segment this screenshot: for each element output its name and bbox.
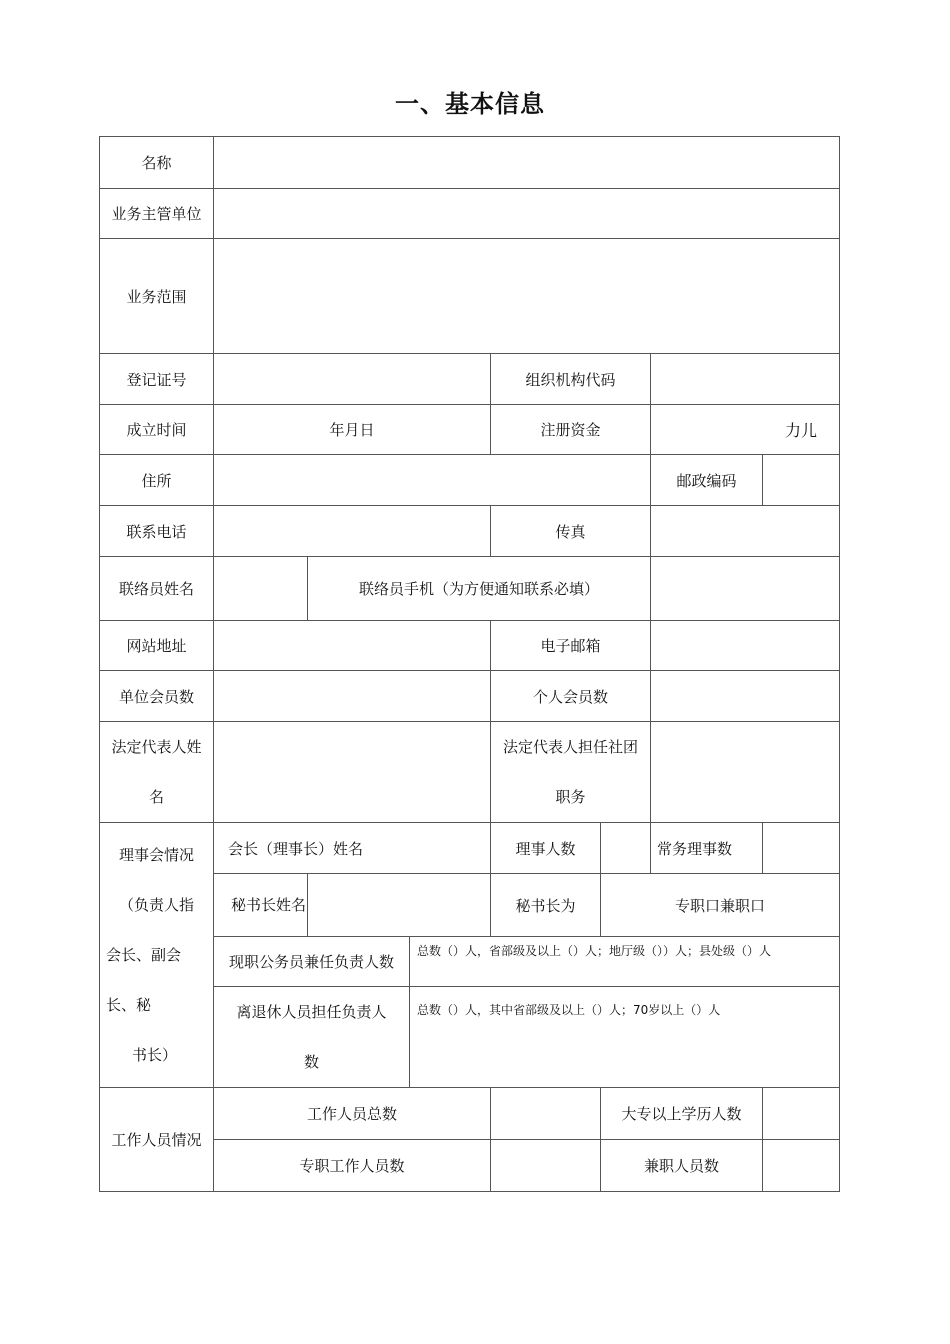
civil-servants-label: 现职公务员兼任负责人数 xyxy=(214,937,410,987)
name-label: 名称 xyxy=(100,137,214,189)
postcode-field[interactable] xyxy=(763,455,840,506)
reg-no-field[interactable] xyxy=(214,354,491,405)
unit-members-label: 单位会员数 xyxy=(100,671,214,722)
fulltime-field[interactable] xyxy=(491,1140,601,1192)
address-label: 住所 xyxy=(100,455,214,506)
retirees-label xyxy=(214,987,410,1088)
college-field[interactable] xyxy=(763,1088,840,1140)
personal-members-label: 个人会员数 xyxy=(491,671,651,722)
unit-members-field[interactable] xyxy=(214,671,491,722)
fax-field[interactable] xyxy=(651,506,840,557)
standing-directors-label: 常务理事数 xyxy=(651,823,763,874)
parttime-label: 兼职人员数 xyxy=(601,1140,763,1192)
personal-members-field[interactable] xyxy=(651,671,840,722)
reg-no-label: 登记证号 xyxy=(100,354,214,405)
civil-servants-detail[interactable]: 总数（）人，省部级及以上（）人；地厅级（））人；县处级（）人 xyxy=(410,937,840,987)
council-label-line4: 长、秘 xyxy=(106,996,152,1014)
fax-label: 传真 xyxy=(491,506,651,557)
staff-label: 工作人员情况 xyxy=(100,1088,214,1192)
org-code-label: 组织机构代码 xyxy=(491,354,651,405)
retirees-label-line1: 离退休人员担任负责人 xyxy=(236,1003,387,1021)
secretary-name-label: 秘书长姓名 xyxy=(214,874,308,937)
directors-field[interactable] xyxy=(601,823,651,874)
address-field[interactable] xyxy=(214,455,651,506)
name-field[interactable] xyxy=(214,137,840,189)
legal-rep-label xyxy=(100,722,214,823)
postcode-label: 邮政编码 xyxy=(651,455,763,506)
basic-info-form xyxy=(99,136,840,1192)
secretary-is-label: 秘书长为 xyxy=(491,874,601,937)
email-field[interactable] xyxy=(651,621,840,671)
council-label-line1: 理事会情况 xyxy=(118,846,194,864)
legal-rep-post-field[interactable] xyxy=(651,722,840,823)
legal-rep-label-line2: 名 xyxy=(148,788,164,806)
legal-rep-post-label-line1: 法定代表人担任社团 xyxy=(502,738,638,756)
council-label-line5: 书长） xyxy=(132,1046,178,1064)
capital-field[interactable]: 力儿 xyxy=(651,405,840,455)
council-label xyxy=(100,823,214,1088)
supervisor-field[interactable] xyxy=(214,189,840,239)
directors-label: 理事人数 xyxy=(491,823,601,874)
liaison-mobile-label: 联络员手机（为方便通知联系必填） xyxy=(308,557,651,621)
college-label: 大专以上学历人数 xyxy=(601,1088,763,1140)
founded-label: 成立时间 xyxy=(100,405,214,455)
scope-label: 业务范围 xyxy=(100,239,214,354)
secretary-name-field[interactable] xyxy=(308,874,491,937)
president-name-label: 会长（理事长）姓名 xyxy=(214,823,491,874)
parttime-field[interactable] xyxy=(763,1140,840,1192)
legal-rep-label-line1: 法定代表人姓 xyxy=(111,738,202,756)
retirees-detail[interactable]: 总数（）人，其中省部级及以上（）人；70岁以上（）人 xyxy=(410,987,840,1088)
secretary-options[interactable]: 专职口兼职口 xyxy=(601,874,840,937)
supervisor-label: 业务主管单位 xyxy=(100,189,214,239)
capital-label: 注册资金 xyxy=(491,405,651,455)
website-label: 网站地址 xyxy=(100,621,214,671)
phone-label: 联系电话 xyxy=(100,506,214,557)
scope-field[interactable] xyxy=(214,239,840,354)
fulltime-label: 专职工作人员数 xyxy=(214,1140,491,1192)
page-title: 一、基本信息 xyxy=(395,90,545,118)
legal-rep-post-label-line2: 职务 xyxy=(555,788,586,806)
email-label: 电子邮箱 xyxy=(491,621,651,671)
legal-rep-field[interactable] xyxy=(214,722,491,823)
council-label-line2: （负责人指 xyxy=(118,896,194,914)
website-field[interactable] xyxy=(214,621,491,671)
standing-directors-field[interactable] xyxy=(763,823,840,874)
staff-total-field[interactable] xyxy=(491,1088,601,1140)
legal-rep-post-label xyxy=(491,722,651,823)
retirees-label-line2: 数 xyxy=(303,1053,319,1071)
phone-field[interactable] xyxy=(214,506,491,557)
liaison-name-field[interactable] xyxy=(214,557,308,621)
council-label-line3: 会长、副会 xyxy=(106,946,182,964)
liaison-name-label: 联络员姓名 xyxy=(100,557,214,621)
org-code-field[interactable] xyxy=(651,354,840,405)
founded-field[interactable]: 年月日 xyxy=(214,405,491,455)
staff-total-label: 工作人员总数 xyxy=(214,1088,491,1140)
liaison-mobile-field[interactable] xyxy=(651,557,840,621)
